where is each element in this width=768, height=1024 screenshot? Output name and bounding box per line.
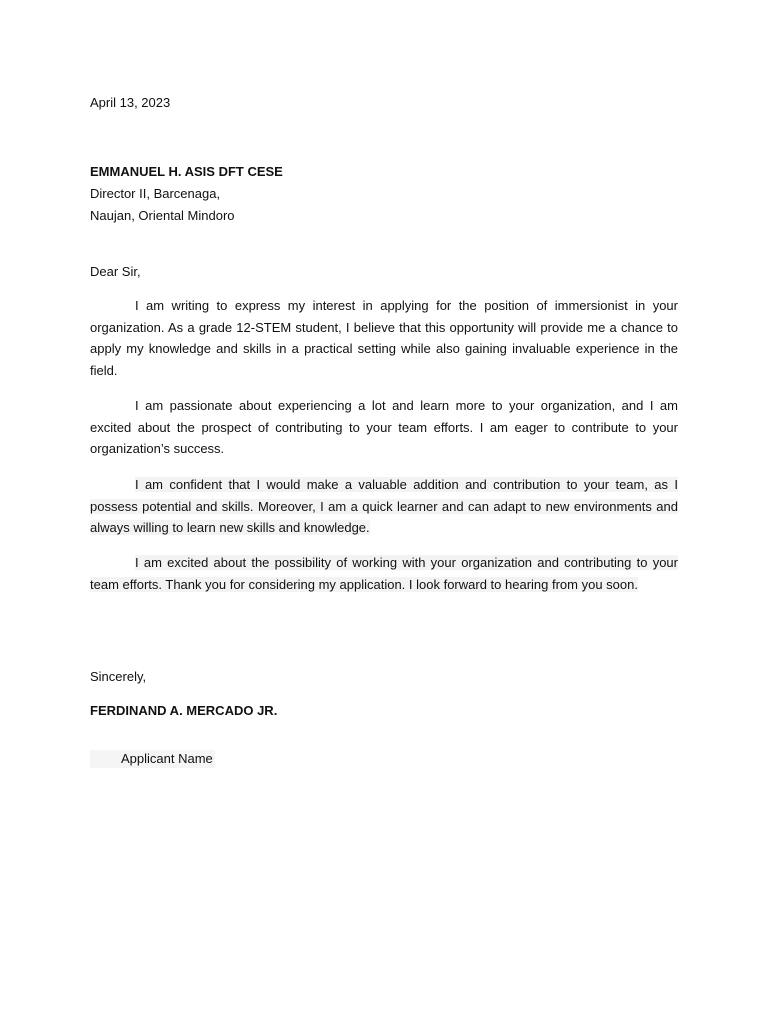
- recipient-address: Naujan, Oriental Mindoro: [90, 208, 235, 223]
- letter-date: April 13, 2023: [90, 95, 171, 110]
- signer-name: FERDINAND A. MERCADO JR.: [90, 703, 278, 718]
- recipient-title: Director II, Barcenaga,: [90, 186, 221, 201]
- body-paragraph-2: I am passionate about experiencing a lot and learn more to your organization, and I am excited about the prospect of contributing to your team efforts. I am eager to contribute to your organization’s success.: [90, 398, 678, 457]
- body-paragraph-1: I am writing to express my interest in applying for the position of immersionist in your organization. As a grade 12-STEM student, I believe that this opportunity will provide me a chance to apply my knowledge and skills in a practical setting while also gaining invaluable experience in the field.: [90, 298, 678, 379]
- body-paragraph-4: [90, 552, 678, 595]
- closing: Sincerely,: [90, 669, 147, 684]
- body-paragraph-4-text: I am excited about the possibility of working with your organization and contributing to your team efforts. Thank you for considering my application. I look forward to hearing from you soon.: [90, 555, 678, 592]
- body-paragraph-3: [90, 474, 678, 539]
- recipient-name: EMMANUEL H. ASIS DFT CESE: [90, 164, 283, 179]
- body-paragraph-3-text: I am confident that I would make a valuable addition and contribution to your team, as I possess potential and skills. Moreover, I am a quick learner and can adapt to new environments and always willing to learn new skills and knowledge.: [90, 477, 678, 536]
- signer-label: Applicant Name: [90, 750, 215, 768]
- salutation: Dear Sir,: [90, 264, 141, 279]
